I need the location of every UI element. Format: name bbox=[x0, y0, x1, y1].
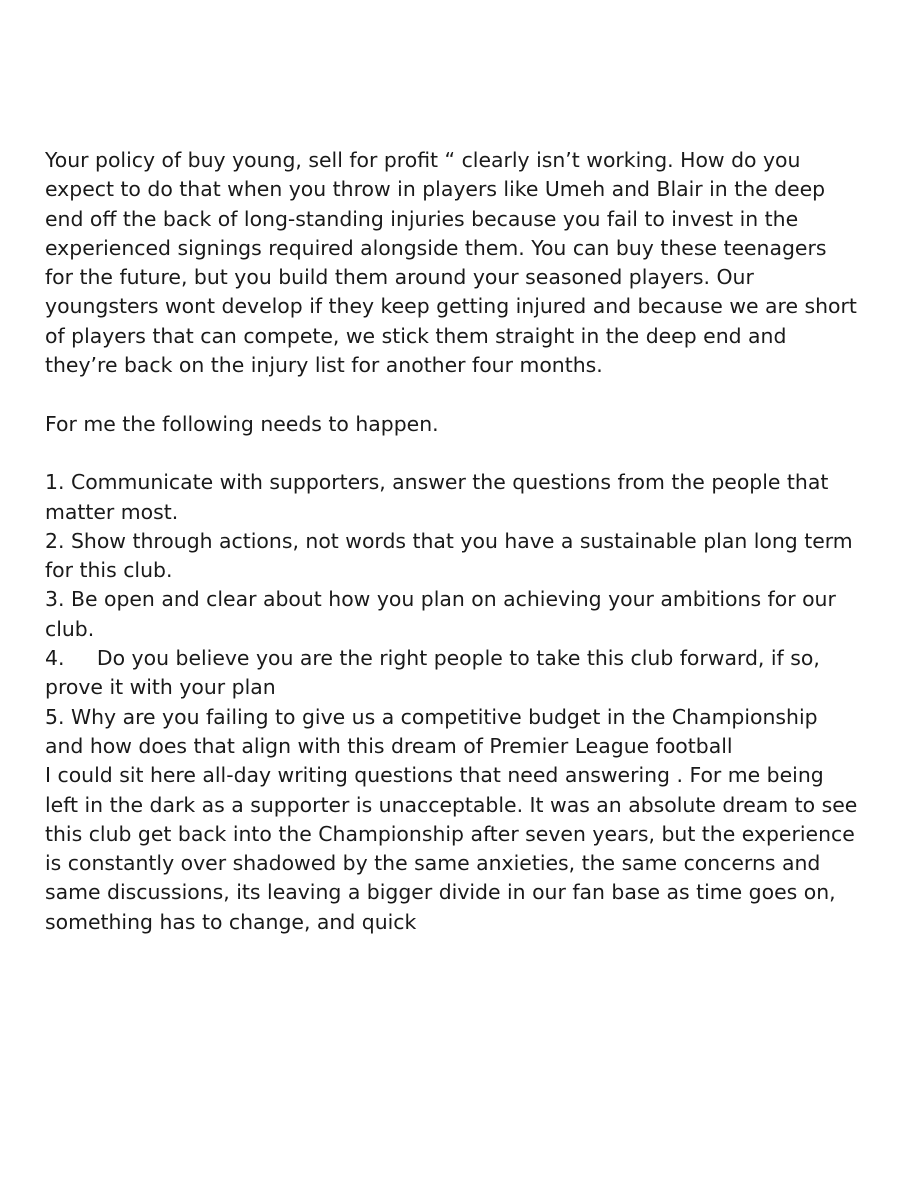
list-item-text: Be open and clear about how you plan on achieving your ambitions for our club. bbox=[45, 587, 836, 641]
closing-paragraph: I could sit here all-day writing questions that need answering . For me being left in the dark as a supporter is unacceptable. It was an absolute dream to see this club get back into the Championship after seven years, but the experience is constantly over shadowed by the same anxieties, the same concerns and same discussions, its leaving a bigger divide in our fan base as time goes on, something has to change, and quick bbox=[45, 763, 858, 934]
list-item bbox=[45, 527, 860, 586]
list-intro-paragraph: For me the following needs to happen. bbox=[45, 411, 439, 436]
list-item-number: 1. bbox=[45, 470, 65, 495]
list-item bbox=[45, 703, 860, 762]
numbered-list bbox=[45, 468, 860, 761]
document-body bbox=[45, 146, 860, 937]
intro-paragraph: Your policy of buy young, sell for profit “ clearly isn’t working. How do you expect to do that when you throw in players like Umeh and Blair in the deep end off the back of long-standing injuries because you fail to invest in the experienced signings required alongside them. You can buy these teenagers for the future, but you build them around your seasoned players. Our youngsters wont develop if they keep getting injured and because we are short of players that can compete, we stick them straight in the deep end and they’re back on the injury list for another four months. bbox=[45, 148, 857, 378]
list-item-number: 5. bbox=[45, 704, 65, 729]
paragraph-spacer bbox=[45, 380, 860, 409]
paragraph-spacer bbox=[45, 439, 860, 468]
list-item-text: Why are you failing to give us a competitive budget in the Championship and how does that align with this dream of Premier League football bbox=[45, 704, 818, 758]
list-item-text: Show through actions, not words that you have a sustainable plan long term for this club. bbox=[45, 528, 853, 583]
list-item bbox=[45, 585, 860, 644]
list-item-text: Communicate with supporters, answer the questions from the people that matter most. bbox=[45, 470, 829, 524]
list-item bbox=[45, 468, 860, 527]
list-item-text: Do you believe you are the right people to take this club forward, if so, prove it with your plan bbox=[45, 646, 820, 700]
list-item-number: 3. bbox=[45, 587, 65, 612]
list-item bbox=[45, 644, 860, 703]
list-item-number: 4. bbox=[45, 646, 65, 671]
list-item-number: 2. bbox=[45, 528, 65, 553]
